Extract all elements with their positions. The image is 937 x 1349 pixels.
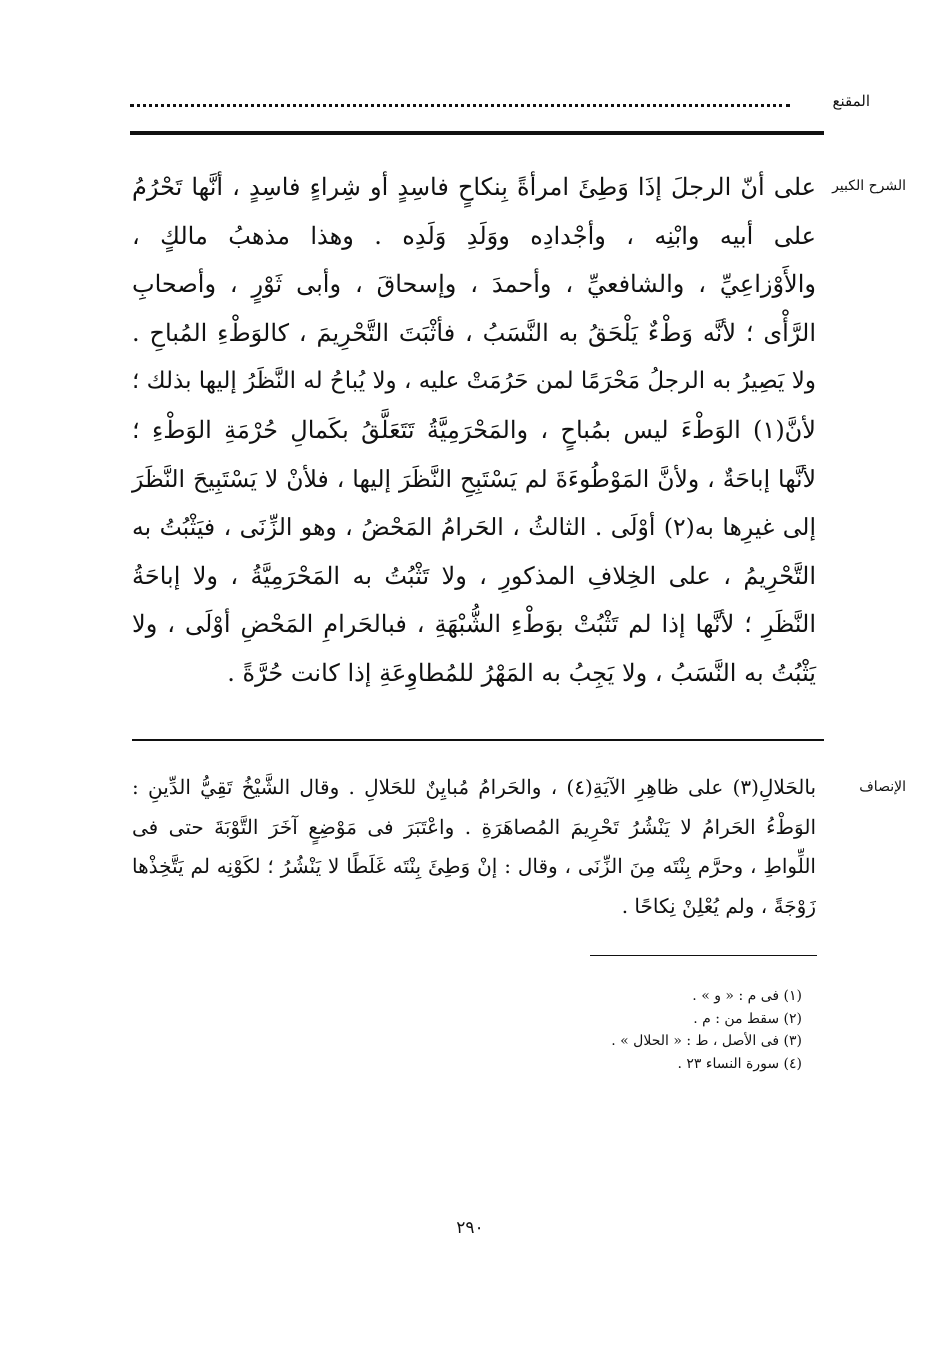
section-divider	[132, 739, 824, 741]
insaf-line: زَوْجَةً ، ولم يُعْلِنْ نِكاحًا .	[621, 893, 816, 918]
sharh-line: يَثْبُتُ به النَّسَبُ ، ولا يَجِبُ به المَهْرُ للمُطاوِعَةِ إذا كانت حُرَّةً .	[227, 658, 816, 687]
sharh-line: إلى غيرِها به(٢) أوْلَى . الثالثُ ، الحَرامُ المَحْضُ ، وهو الزِّنَى ، فيَثْبُتُ به	[132, 513, 816, 542]
footnote: (١) فى م : « و » .	[692, 988, 802, 1004]
insaf-text-block	[132, 768, 816, 926]
header-rule	[130, 131, 824, 135]
page-number: ٢٩٠	[456, 1218, 484, 1238]
footnote: (٢) سقط من : م .	[693, 1010, 802, 1027]
sharh-text-block	[132, 163, 816, 698]
sharh-line: ولا يَصِيرُ به الرجلُ مَحْرَمًا لمن حَرُمَتْ عليه ، ولا يُباحُ له النَّظَرُ إليها بذلك ؛	[132, 368, 816, 395]
sharh-line: والأَوْزاعِيِّ ، والشافعيِّ ، وأحمدَ ، وإسحاقَ ، وأبى ثَوْرٍ ، وأصحابِ	[132, 270, 816, 299]
sharh-line: على أبيه وابْنِه ، وأجْدادِه ووَلَدِ وَلَدِه . وهذا مذهبُ مالكٍ ،	[132, 221, 816, 250]
sharh-line: النَّظَرِ ؛ لأنَّها إذا لم تَثْبُتْ بوَطْءِ الشُّبْهَةِ ، فبالحَرامِ المَحْضِ أوْلَى ، ولا	[132, 610, 816, 639]
sharh-line: التَّحْرِيمُ ، على الخِلافِ المذكورِ ، ولا تَثْبُتُ به المَحْرَمِيَّةُ ، ولا إباحَةُ	[132, 561, 816, 590]
sharh-line: الرَّأْى ؛ لأنَّه وَطْءٌ يَلْحَقُ به النَّسَبُ ، فأثْبَتَ التَّحْرِيمَ ، كالوَطْءِ المُباحِ .	[132, 318, 817, 347]
section-label-sharh: الشرح الكبير	[832, 178, 906, 194]
sharh-line: على أنّ الرجلَ إذَا وَطِئَ امرأةً بِنكاحٍ فاسِدٍ أو شِراءٍ فاسِدٍ ، أنَّها تَحْرُمُ	[132, 173, 816, 201]
footnote: (٤) سورة النساء ٢٣ .	[677, 1055, 802, 1072]
running-title: المقنع	[832, 92, 870, 110]
footnotes	[500, 985, 802, 1075]
sharh-line: لأنَّ(١) الوَطْءَ ليس بمُباحٍ ، والمَحْرَمِيَّةُ تَتَعَلَّقُ بكَمالِ حُرْمَةِ الوَطْءِ ؛	[132, 415, 816, 444]
section-label-insaf: الإنصاف	[859, 779, 906, 795]
footnote: (٣) فى الأصل ، ط : « الحلال » .	[611, 1033, 802, 1049]
insaf-line: بالحَلالِ(٣) على ظاهِرِ الآيَةِ(٤) ، والحَرامُ مُبايِنٌ للحَلالِ . وقال الشَّيْخُ تَقِيُّ الدِّينِ :	[132, 775, 817, 799]
footnote-rule	[590, 955, 817, 956]
sharh-line: لأنَّها إباحَةٌ ، ولأنَّ المَوْطُوءَةَ لم يَسْتَبِحِ النَّظَرَ إليها ، فلأنْ لا يَسْتَبِيحَ النَّظَرَ	[132, 464, 816, 493]
insaf-line: اللِّواطِ ، وحرَّم بِنْتَه مِنَ الزِّنَى ، وقال : إنْ وَطِئَ بِنْتَه غَلَطًا لا يَنْشُرُ ؛ لكَوْنِه لم يَتَّخِذْها	[132, 854, 816, 878]
insaf-line: الوَطْءُ الحَرامُ لا يَنْشُرُ تَحْرِيمَ المُصاهَرَةِ . واعْتَبَرَ فى مَوْضِعٍ آخَرَ التَّوْبَةَ حتى فى	[132, 814, 816, 839]
header-dotted-leader	[130, 104, 790, 107]
